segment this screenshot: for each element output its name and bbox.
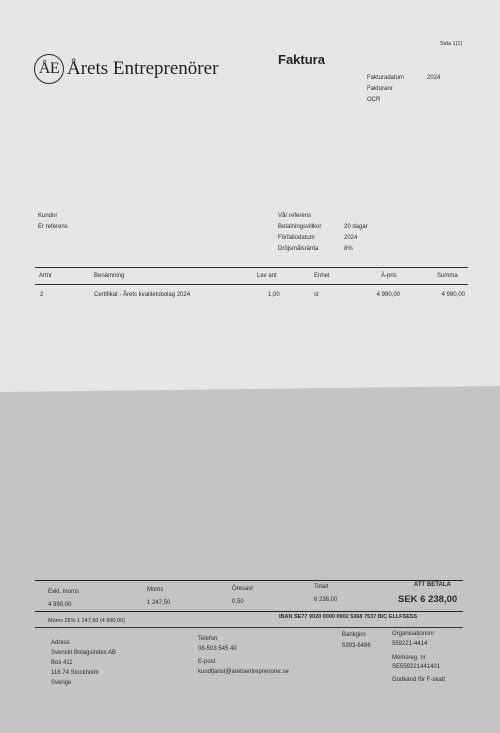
bankgiro-value: 5393-6486 (342, 643, 371, 649)
table-top-rule (35, 267, 468, 268)
address-line-2: Box 411 (51, 660, 73, 666)
invoice-date-label: Fakturadatum (367, 75, 405, 81)
col-header-quantity: Lev ant (257, 273, 277, 279)
vat-reg-label: Momsreg. nr (392, 655, 426, 661)
excl-vat-value: 4 990,00 (48, 602, 72, 608)
f-tax-approval: Godkänd för F-skatt (392, 677, 446, 683)
address-line-1: Svenskt Bolagsindex AB (51, 650, 117, 656)
page-number: Sida 1(1) (440, 41, 463, 47)
excl-vat-label: Exkl. moms (48, 589, 80, 595)
row-unit: st (314, 292, 319, 298)
ocr-label: OCR (367, 97, 381, 103)
logo-name: Årets Entreprenörer (67, 58, 219, 79)
address-line-4: Sverige (51, 680, 72, 686)
email-label: E-post (198, 659, 216, 665)
col-header-unit: Enhet (314, 273, 330, 279)
vat-label: Moms (147, 587, 164, 593)
invoice-number-label: Fakturanr (367, 86, 393, 92)
table-header-rule (35, 284, 468, 285)
phone-label: Telefon (198, 636, 218, 642)
totals-bottom-rule (35, 611, 463, 612)
payment-terms-label: Betalningsvillkor (278, 224, 322, 230)
due-date-value: 2024 (344, 235, 358, 241)
address-label: Adress (51, 640, 70, 646)
col-header-description: Benämning (94, 273, 125, 279)
row-quantity: 1,00 (268, 292, 280, 298)
late-interest-value: 8% (344, 246, 353, 252)
vat-breakdown: Moms 25% 1 247,50 (4 990,00) (48, 618, 126, 624)
col-header-sum: Summa (437, 273, 458, 279)
customer-number-label: Kundnr (38, 213, 58, 219)
totals-top-rule (35, 580, 463, 581)
org-number-label: Organisationsnr (392, 631, 435, 637)
row-sum: 4 990,00 (441, 292, 465, 298)
amount-due-value: SEK 6 238,00 (398, 594, 458, 605)
address-line-3: 116 74 Stockholm (51, 670, 99, 676)
invoice-title: Faktura (278, 52, 325, 67)
phone-value: 08-503 545 40 (198, 646, 237, 652)
logo-emblem (34, 54, 64, 84)
your-reference-label: Er referens (38, 224, 68, 230)
email-value: kundtjanst@aretsentreprenorer.se (198, 669, 289, 675)
rounding-value: 0,50 (232, 599, 244, 605)
payment-terms-value: 20 dagar (344, 224, 368, 230)
logo-mark: ÅE (38, 60, 60, 77)
our-reference-label: Vår referens (278, 213, 312, 219)
org-number-value: 559221-4414 (392, 641, 428, 647)
bankgiro-label: Bankgiro (342, 632, 366, 638)
invoice-date-value: 2024 (427, 75, 441, 81)
due-date-label: Förfallodatum (278, 235, 315, 241)
late-interest-label: Dröjsmålsränta (278, 246, 319, 252)
row-unit-price: 4 990,00 (376, 292, 400, 298)
vat-reg-value: SE559221441401 (392, 664, 441, 670)
footer-rule (35, 627, 463, 628)
total-value: 6 238,00 (314, 597, 338, 603)
iban-bic: IBAN SE77 9020 0000 0902 5368 7537 BIC ELLFSESS (279, 614, 418, 620)
vat-value: 1 247,50 (147, 600, 171, 606)
rounding-label: Öresavr (232, 586, 254, 592)
col-header-unit-price: À-pris (381, 273, 397, 279)
total-label: Totalt (314, 584, 329, 590)
amount-due-label: ATT BETALA (414, 582, 451, 588)
row-artnr: 2 (40, 292, 44, 298)
row-description: Certifikat - Årets kvalitetsbolag 2024 (94, 292, 191, 298)
col-header-artnr: Artnr (39, 273, 53, 279)
